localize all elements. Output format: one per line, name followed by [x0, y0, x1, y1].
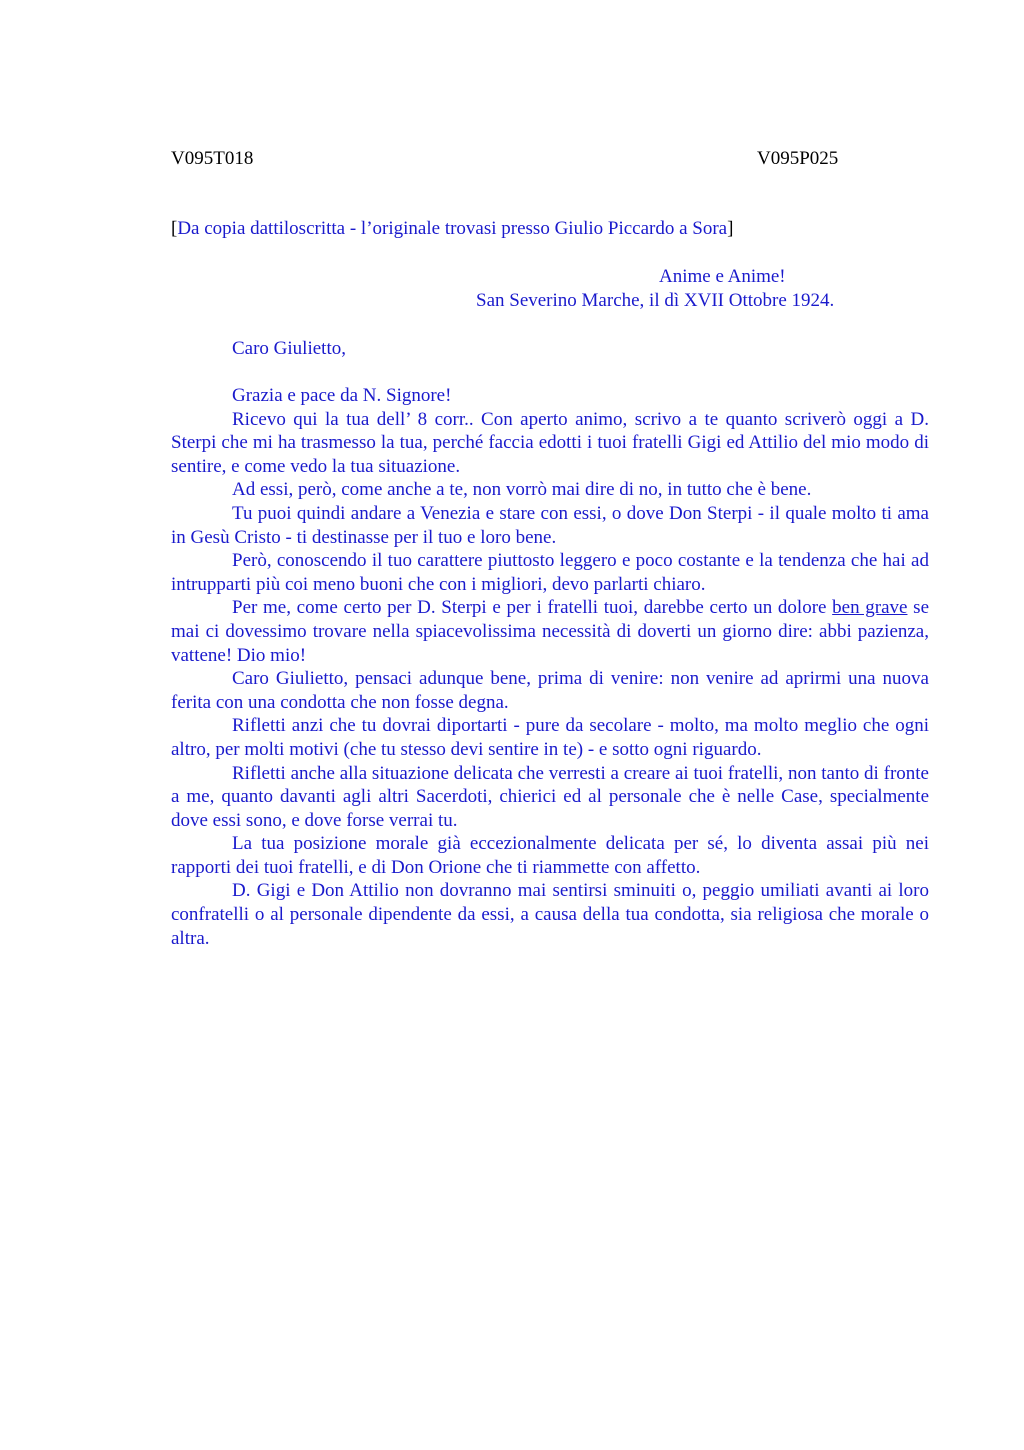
- underlined-text: ben grave: [832, 597, 908, 619]
- paragraph: D. Gigi e Don Attilio non dovranno mai sentirsi sminuiti o, peggio umiliati avanti ai loro confratelli o al personale dipendente da essi, a causa della tua condotta, sia religiosa che morale o altra.: [171, 880, 929, 949]
- paragraph-greeting: Grazia e pace da N. Signore!: [232, 385, 452, 406]
- paragraph-segment: Per me, come certo per D. Sterpi e per i fratelli tuoi, darebbe certo un dolore: [232, 597, 833, 619]
- paragraph: La tua posizione morale già eccezionalmente delicata per sé, lo diventa assai più nei rapporti dei tuoi fratelli, e di Don Orione che ti riammette con affetto.: [171, 833, 929, 878]
- paragraph: Tu puoi quindi andare a Venezia e stare con essi, o dove Don Sterpi - il quale molto ti ama in Gesù Cristo - ti destinasse per il tuo e loro bene.: [171, 502, 929, 548]
- letter-body: [171, 384, 929, 950]
- letter-salutation: Caro Giulietto,: [232, 338, 346, 359]
- paragraph: Però, conoscendo il tuo carattere piuttosto leggero e poco costante e la tendenza che hai ad intrupparti più coi meno buoni che con i migliori, devo parlarti chiaro.: [171, 550, 929, 595]
- paragraph: Caro Giulietto, pensaci adunque bene, prima di venire: non venire ad aprirmi una nuova ferita con una condotta che non fosse degna.: [171, 668, 929, 713]
- paragraph: Ricevo qui la tua dell’ 8 corr.. Con aperto animo, scrivo a te quanto scriverò oggi a D. Sterpi che mi ha trasmesso la tua, perché faccia edotti i tuoi fratelli Gigi ed Attilio del mio modo di sentire, e come vedo la tua situazione.: [171, 408, 929, 477]
- document-code-left: V095T018: [171, 148, 254, 169]
- paragraph: Rifletti anche alla situazione delicata che verresti a creare ai tuoi fratelli, non tanto di fronte a me, quanto davanti agli altri Sacerdoti, chierici ed al personale che è nelle Case, specialmente dove essi sono, e dove forse verrai tu.: [171, 762, 929, 831]
- source-note-close-bracket: ]: [727, 218, 734, 239]
- paragraph-segment: se mai ci dovessimo trovare nella spiacevolissima necessità di doverti un giorno dire: abbi pazienza, vattene! Dio mio!: [171, 597, 930, 666]
- paragraph: Rifletti anzi che tu dovrai diportarti - pure da secolare - molto, ma molto meglio che ogni altro, per molti motivi (che tu stesso devi sentire in te) - e sotto ogni riguardo.: [171, 715, 929, 760]
- paragraph-with-underline: [171, 596, 929, 667]
- letter-dateline: San Severino Marche, il dì XVII Ottobre 1924.: [476, 290, 835, 311]
- source-note-open-bracket: [: [171, 218, 178, 239]
- source-note: [171, 217, 733, 241]
- source-note-text: Da copia dattiloscritta - l’originale trovasi presso Giulio Piccardo a Sora: [177, 218, 728, 239]
- paragraph: Ad essi, però, come anche a te, non vorrò mai dire di no, in tutto che è bene.: [232, 479, 812, 501]
- letter-motto: Anime e Anime!: [659, 266, 786, 287]
- document-code-right: V095P025: [757, 148, 839, 169]
